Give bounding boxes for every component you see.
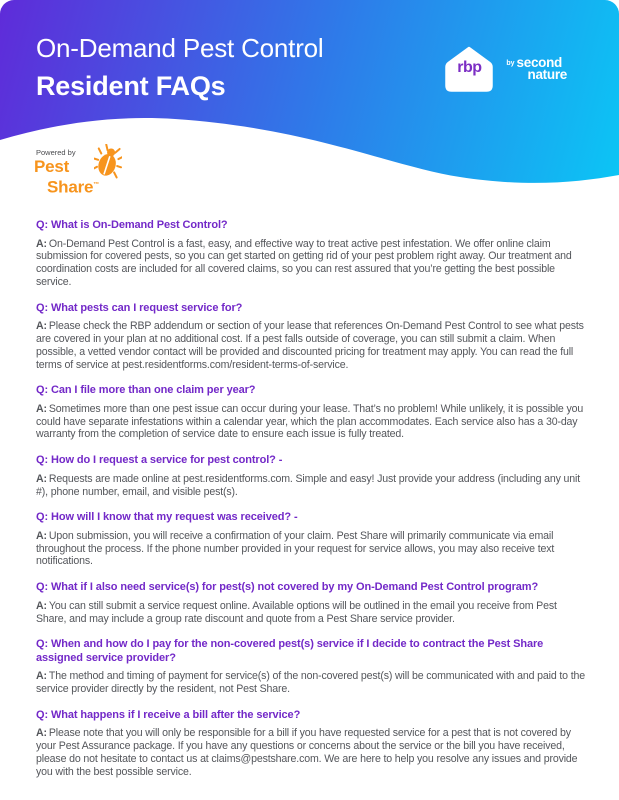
faq-answer: A: Please check the RBP addendum or section of your lease that references On-Demand Pest Control to see what pests are covered in your plan at no additional cost. If a pest falls outside of coverage, you can still submit a claim. When possible, a vetted vendor contact will be provided and discounted pricing for treatment may apply. You can read the full terms of service at pest.residentforms.com/resident-terms-of-service. xyxy=(36,320,584,371)
share-wordmark: Share™ xyxy=(47,177,100,197)
faq-question: Q: When and how do I pay for the non-covered pest(s) service if I decide to contract the Pest Share assigned service provider? xyxy=(36,638,544,664)
trademark-symbol: ™ xyxy=(93,182,100,188)
second-label: second xyxy=(516,55,562,70)
faq-question: Q: How do I request a service for pest control? - xyxy=(36,454,283,467)
rbp-badge-icon xyxy=(441,42,497,96)
faq-question: Q: What pests can I request service for? xyxy=(36,301,243,314)
pestshare-logo xyxy=(34,148,144,197)
faq-question: Q: How will I know that my request was received? - xyxy=(36,511,298,524)
answer-prefix: A: xyxy=(36,320,47,333)
answer-prefix: A: xyxy=(36,237,47,250)
faq-question: Q: What is On-Demand Pest Control? xyxy=(36,219,228,231)
faq-answer: A: Please note that you will only be responsible for a bill if you have requested service for a pest that is not covered by your Pest Assurance package. If you have any questions or concerns about the service or the bill you have received, please do not hesitate to contact us at claims@pestshare.com. We are here to help you resolve any issues and provide you with the best possible service. xyxy=(36,727,578,778)
powered-by-label: Powered by xyxy=(36,148,76,157)
faq-list xyxy=(36,219,585,779)
answer-prefix: A: xyxy=(36,670,47,683)
faq-answer: A: Sometimes more than one pest issue can occur during your lease. That’s no problem! While unlikely, it is possible you could have separate infestations within a calendar year, which the plan accommodates. Each service also has a 30-day warranty from the completion of service date to ensure each issue is fully treated. xyxy=(36,402,584,441)
faq-answer: A: The method and timing of payment for service(s) of the non-covered pest(s) will be communicated with and paid to the service provider directly by the resident, not Pest Share. xyxy=(36,670,585,696)
page-subtitle: Resident FAQs xyxy=(36,71,226,101)
answer-prefix: A: xyxy=(36,599,47,612)
rbp-logo xyxy=(441,42,567,96)
bug-icon xyxy=(94,144,122,180)
pest-wordmark: Pest xyxy=(34,157,70,176)
page-title: On-Demand Pest Control xyxy=(36,33,324,63)
faq-answer: A: You can still submit a service request online. Available options will be outlined in the email you receive from Pest Share, and may include a group rate discount and quote from a Pest Share service provider. xyxy=(36,599,557,625)
faq-item xyxy=(36,638,585,696)
answer-prefix: A: xyxy=(36,727,47,740)
by-label: by xyxy=(506,60,515,67)
faq-item xyxy=(36,511,585,568)
faq-item xyxy=(36,454,585,498)
header-titles xyxy=(36,32,324,102)
rbp-wordmark: rbp xyxy=(457,59,482,76)
faq-item xyxy=(36,709,585,779)
second-nature-logo xyxy=(506,57,567,81)
faq-item xyxy=(36,581,585,625)
nature-label: nature xyxy=(527,67,567,82)
faq-question: Q: What if I also need service(s) for pest(s) not covered by my On-Demand Pest Control program? xyxy=(36,581,539,594)
faq-question: Q: What happens if I receive a bill after the service? xyxy=(36,708,301,721)
faq-answer: A: On-Demand Pest Control is a fast, easy, and effective way to treat active pest infestation. We offer online claim submission for covered pests, so you can get started on getting rid of your pest problem right away. Our treatment and coordination costs are included for all covered claims, so you can rest assured that you’re getting the best possible service. xyxy=(36,237,572,288)
answer-prefix: A: xyxy=(36,472,47,485)
faq-item xyxy=(36,219,585,289)
faq-item xyxy=(36,384,585,441)
faq-question: Q: Can I file more than one claim per year? xyxy=(36,384,256,397)
faq-answer: A: Requests are made online at pest.residentforms.com. Simple and easy! Just provide your address (including any unit #), phone number, email, and visible pest(s). xyxy=(36,472,581,498)
faq-answer: A: Upon submission, you will receive a confirmation of your claim. Pest Share will primarily communicate via email throughout the process. If the phone number provided in your request for service allows, you may also receive text notifications. xyxy=(36,529,555,568)
faq-item xyxy=(36,302,585,372)
answer-prefix: A: xyxy=(36,402,47,415)
answer-prefix: A: xyxy=(36,529,47,542)
